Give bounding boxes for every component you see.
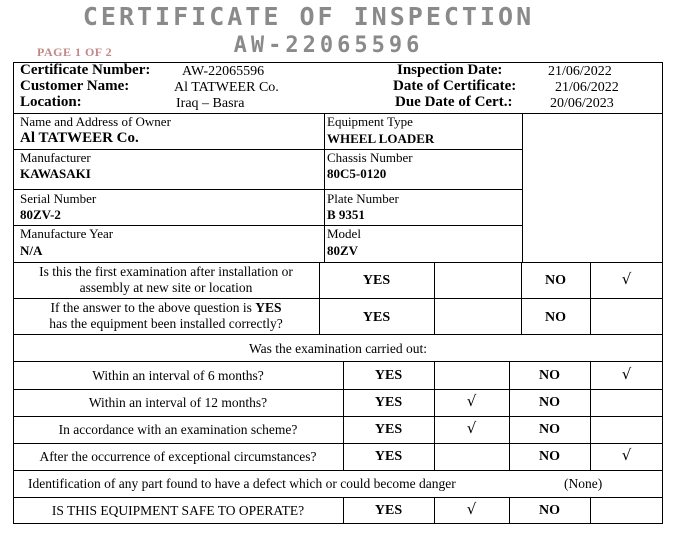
document-title: CERTIFICATE OF INSPECTION	[82, 2, 535, 31]
first-exam-no-check-icon: √	[621, 270, 632, 288]
installed-no-label: NO	[545, 310, 566, 325]
certificate-number-value: AW-22065596	[182, 64, 265, 79]
question-first-exam: Is this the first examination after installation or assembly at new site or location	[39, 264, 293, 295]
model-value: 80ZV	[327, 243, 359, 258]
year-value: N/A	[20, 243, 43, 258]
location-label: Location:	[20, 94, 82, 110]
equipment-type-value: WHEEL LOADER	[327, 131, 435, 146]
first-exam-no-label: NO	[545, 273, 566, 288]
customer-name-value: Al TATWEER Co.	[174, 80, 279, 95]
interval-6-no-label: NO	[539, 368, 560, 383]
exceptional-yes-label: YES	[374, 449, 403, 464]
interval-6-yes-label: YES	[374, 368, 403, 383]
installed-yes-label: YES	[362, 310, 391, 325]
question-interval-12: Within an interval of 12 months?	[88, 395, 268, 410]
date-of-certificate-value: 21/06/2022	[555, 80, 619, 95]
question-scheme: In accordance with an examination scheme?	[58, 422, 298, 437]
manufacturer-label: Manufacturer	[20, 150, 91, 165]
interval-12-no-label: NO	[539, 395, 560, 410]
year-label: Manufacture Year	[20, 226, 114, 241]
customer-name-label: Customer Name:	[20, 78, 130, 94]
serial-value: 80ZV-2	[20, 207, 61, 222]
date-of-certificate-label: Date of Certificate:	[393, 78, 517, 94]
exceptional-no-label: NO	[539, 449, 560, 464]
owner-label: Name and Address of Owner	[20, 114, 171, 129]
location-value: Iraq – Basra	[176, 96, 245, 111]
question-interval-6: Within an interval of 6 months?	[92, 368, 264, 383]
question-safe-to-operate: IS THIS EQUIPMENT SAFE TO OPERATE?	[51, 503, 305, 518]
defect-answer: (None)	[564, 476, 603, 491]
inspection-date-value: 21/06/2022	[548, 64, 612, 79]
safe-yes-check-icon: √	[466, 500, 477, 518]
exceptional-no-check-icon: √	[621, 446, 632, 464]
page-label: PAGE 1 OF 2	[37, 45, 113, 59]
interval-6-no-check-icon: √	[621, 365, 632, 383]
model-label: Model	[327, 226, 361, 241]
due-date-value: 20/06/2023	[550, 96, 614, 111]
certificate-code-title: AW-22065596	[233, 33, 424, 58]
safe-no-label: NO	[539, 503, 560, 518]
chassis-label: Chassis Number	[327, 150, 413, 165]
equipment-type-label: Equipment Type	[327, 114, 413, 129]
scheme-no-label: NO	[539, 422, 560, 437]
plate-value: B 9351	[327, 207, 365, 222]
chassis-value: 80C5-0120	[327, 166, 387, 181]
scheme-yes-label: YES	[374, 422, 403, 437]
interval-12-yes-label: YES	[374, 395, 403, 410]
serial-label: Serial Number	[20, 191, 97, 206]
question-installed-correctly: If the answer to the above question is YES has the equipment been installed correctly?	[49, 300, 283, 331]
manufacturer-value: KAWASAKI	[20, 166, 91, 181]
question-carried-out: Was the examination carried out:	[248, 341, 428, 356]
owner-value: Al TATWEER Co.	[20, 130, 139, 146]
interval-12-yes-check-icon: √	[466, 392, 477, 410]
scheme-yes-check-icon: √	[466, 419, 477, 437]
plate-label: Plate Number	[327, 191, 399, 206]
inspection-date-label: Inspection Date:	[397, 62, 503, 78]
due-date-label: Due Date of Cert.:	[395, 94, 513, 110]
certificate-number-label: Certificate Number:	[20, 62, 151, 78]
question-defect: Identification of any part found to have a defect which or could become danger	[28, 476, 456, 491]
safe-yes-label: YES	[374, 503, 403, 518]
question-exceptional: After the occurrence of exceptional circumstances?	[39, 449, 317, 464]
first-exam-yes-label: YES	[362, 273, 391, 288]
